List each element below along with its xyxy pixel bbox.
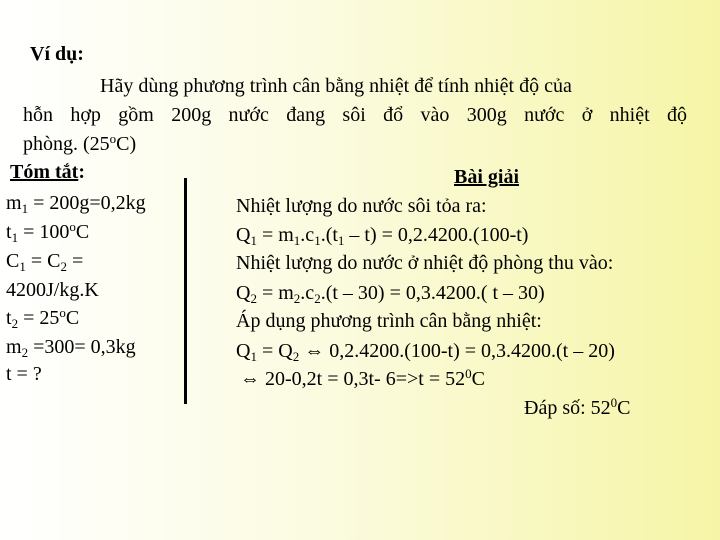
solution-line-5: Áp dụng phương trình cân bằng nhiệt: xyxy=(236,310,542,332)
column-divider xyxy=(184,178,187,404)
summary-t-unknown: t = ? xyxy=(6,363,42,385)
summary-t1: $t_1 = 100^oC$ xyxy=(6,219,90,245)
equivalence-arrow-icon: ⇔ xyxy=(299,340,330,362)
example-title: Ví dụ: xyxy=(30,43,84,65)
summary-t2: $t_2 = 25^oC$ xyxy=(6,305,80,331)
solution-answer: Đáp số: $52^0C$ xyxy=(524,395,631,419)
problem-line-3: phòng. (25$^o$C) xyxy=(23,131,137,155)
problem-line-2: hỗn hợp gồm 200g nước đang sôi đổ vào 300g nước ở nhiệt độ xyxy=(23,104,687,126)
solution-line-1: Nhiệt lượng do nước sôi tỏa ra: xyxy=(236,195,487,217)
solution-line-6: $Q_1 = Q_2$ ⇔ 0,2.4200.(100-t) = 0,3.4200.(t – 20) xyxy=(236,340,615,364)
solution-title: Bài giải xyxy=(454,166,520,188)
summary-c1-c2: $C_1 = C_2$ = xyxy=(6,250,84,274)
summary-c-value: 4200J/kg.K xyxy=(6,279,99,301)
summary-m2: $m_2 =300= 0,3kg$ xyxy=(6,336,136,360)
equivalence-arrow-icon: ⇔ xyxy=(240,368,260,390)
summary-title: Tóm tắt: xyxy=(10,161,85,183)
solution-line-3: Nhiệt lượng do nước ở nhiệt độ phòng thu vào: xyxy=(236,252,614,274)
solution-line-7: ⇔ 20-0,2t = 0,3t- $6=>t = 52^0C$ xyxy=(240,366,485,390)
solution-line-4: $Q_2 = m_2.c_2.(t - 30) = 0,3.4200$.( t – 30) xyxy=(236,282,545,306)
summary-m1: $m_1 = 200g=0,2kg$ xyxy=(6,192,146,216)
solution-line-2: $Q_1 = m_1.c_1.(t_1 - t) = 0,2.4200.(100-t)$ xyxy=(236,224,529,248)
problem-line-1: Hãy dùng phương trình cân bằng nhiệt để tính nhiệt độ của xyxy=(100,75,572,97)
